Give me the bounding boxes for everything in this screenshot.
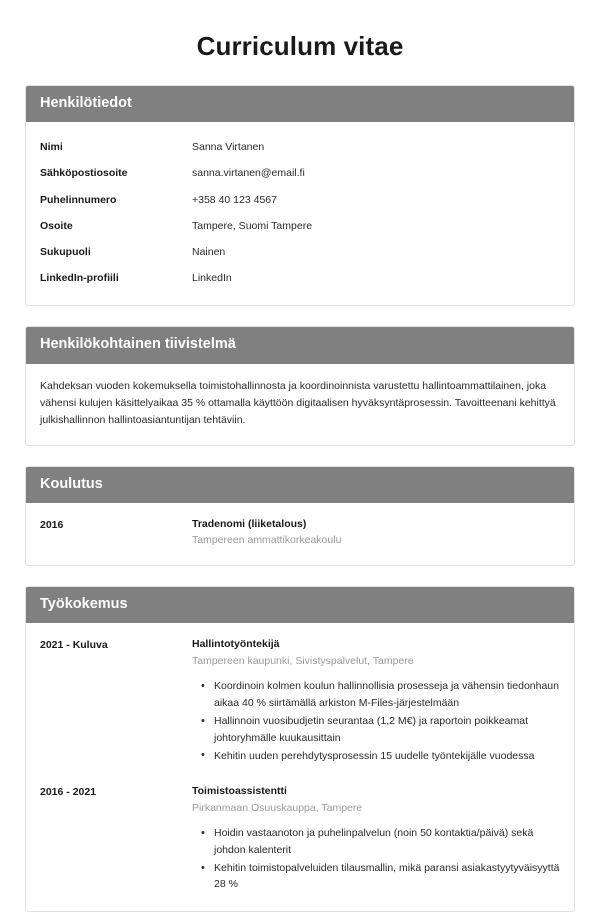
- experience-entry: [40, 768, 560, 896]
- entry-subtitle: Tampereen ammattikorkeakoulu: [192, 534, 342, 547]
- entry-bullet: • Koordinoin kolmen koulun hallinnollisia prosesseja ja vähensin tiedonhaun aikaa 40 % siirtämällä arkiston M-Files-järjestelmään: [192, 678, 560, 711]
- section-header-personal-summary: Henkilökohtainen tiivistelmä: [26, 327, 574, 363]
- info-row: [40, 213, 560, 239]
- entry-bullet: • Hoidin vastaanoton ja puhelinpalvelun (noin 50 kontaktia/päivä) sekä johdon kalenterit: [192, 825, 560, 858]
- info-label: Puhelinnumero: [40, 193, 117, 206]
- entry-main: [192, 784, 560, 894]
- entry-bullet: • Hallinnoin vuosibudjetin seurantaa (1,2 M€) ja raportoin poikkeamat johtoryhmälle kuukausittain: [192, 713, 560, 746]
- section-personal-summary: [25, 326, 575, 445]
- entry-subtitle: Pirkanmaan Osuuskauppa, Tampere: [192, 801, 363, 814]
- info-label: Nimi: [40, 141, 63, 154]
- summary-text: Kahdeksan vuoden kokemuksella toimistohallinnosta ja koordinoinnista varustettu hallintoammattilainen, joka vähensi kulujen käsittelyaikaa 35 % ottamalla käyttöön digitaalisen hyväksyntäprosessin. Tavoitteenani kehittyä julkishallinnon hallintoasiantuntijan tehtäviin.: [40, 379, 556, 426]
- section-header-education: Koulutus: [26, 467, 574, 503]
- section-personal-details: [25, 85, 575, 306]
- entry-main: [192, 637, 560, 766]
- info-value: Nainen: [192, 245, 226, 258]
- entry-bullet: • Kehitin uuden perehdytysprosessin 15 uudelle työntekijälle vuodessa: [192, 748, 560, 764]
- info-row: [40, 187, 560, 213]
- info-label: Osoite: [40, 219, 73, 232]
- entry-subtitle: Tampereen kaupunki, Sivistyspalvelut, Tampere: [192, 654, 414, 667]
- info-row: [40, 239, 560, 265]
- info-value: sanna.virtanen@email.fi: [192, 167, 305, 180]
- education-entry: [40, 515, 560, 551]
- info-row: [40, 160, 560, 186]
- info-value: Tampere, Suomi Tampere: [192, 219, 313, 232]
- section-header-work-experience: Työkokemus: [26, 587, 574, 623]
- info-row: [40, 265, 560, 291]
- entry-date: 2016: [40, 519, 64, 532]
- info-value: +358 40 123 4567: [192, 193, 277, 206]
- entry-bullet: • Kehitin toimistopalveluiden tilausmallin, mikä paransi asiakastyytyväisyyttä 28 %: [192, 860, 560, 893]
- info-label: LinkedIn-profiili: [40, 272, 119, 285]
- info-label: Sukupuoli: [40, 245, 91, 258]
- linkedin-profile-value[interactable]: LinkedIn: [192, 272, 232, 285]
- entry-title: Toimistoassistentti: [192, 785, 287, 798]
- work-experience-body: [26, 623, 574, 910]
- education-body: [26, 503, 574, 565]
- personal-details-body: [26, 122, 574, 305]
- entry-bullet-list: [192, 678, 560, 764]
- entry-date: 2021 - Kuluva: [40, 639, 108, 652]
- entry-main: [192, 517, 560, 549]
- section-education: [25, 466, 575, 566]
- info-label: Sähköpostiosoite: [40, 167, 128, 180]
- page-title: Curriculum vitae: [196, 31, 404, 61]
- entry-title: Hallintotyöntekijä: [192, 638, 280, 651]
- experience-entry: [40, 635, 560, 768]
- section-work-experience: [25, 586, 575, 912]
- info-row: [40, 134, 560, 160]
- personal-summary-body: [26, 364, 574, 445]
- info-value: Sanna Virtanen: [192, 141, 265, 154]
- entry-bullet-list: [192, 825, 560, 893]
- entry-title: Tradenomi (liiketalous): [192, 518, 307, 531]
- section-header-personal-details: Henkilötiedot: [26, 86, 574, 122]
- entry-date: 2016 - 2021: [40, 786, 97, 799]
